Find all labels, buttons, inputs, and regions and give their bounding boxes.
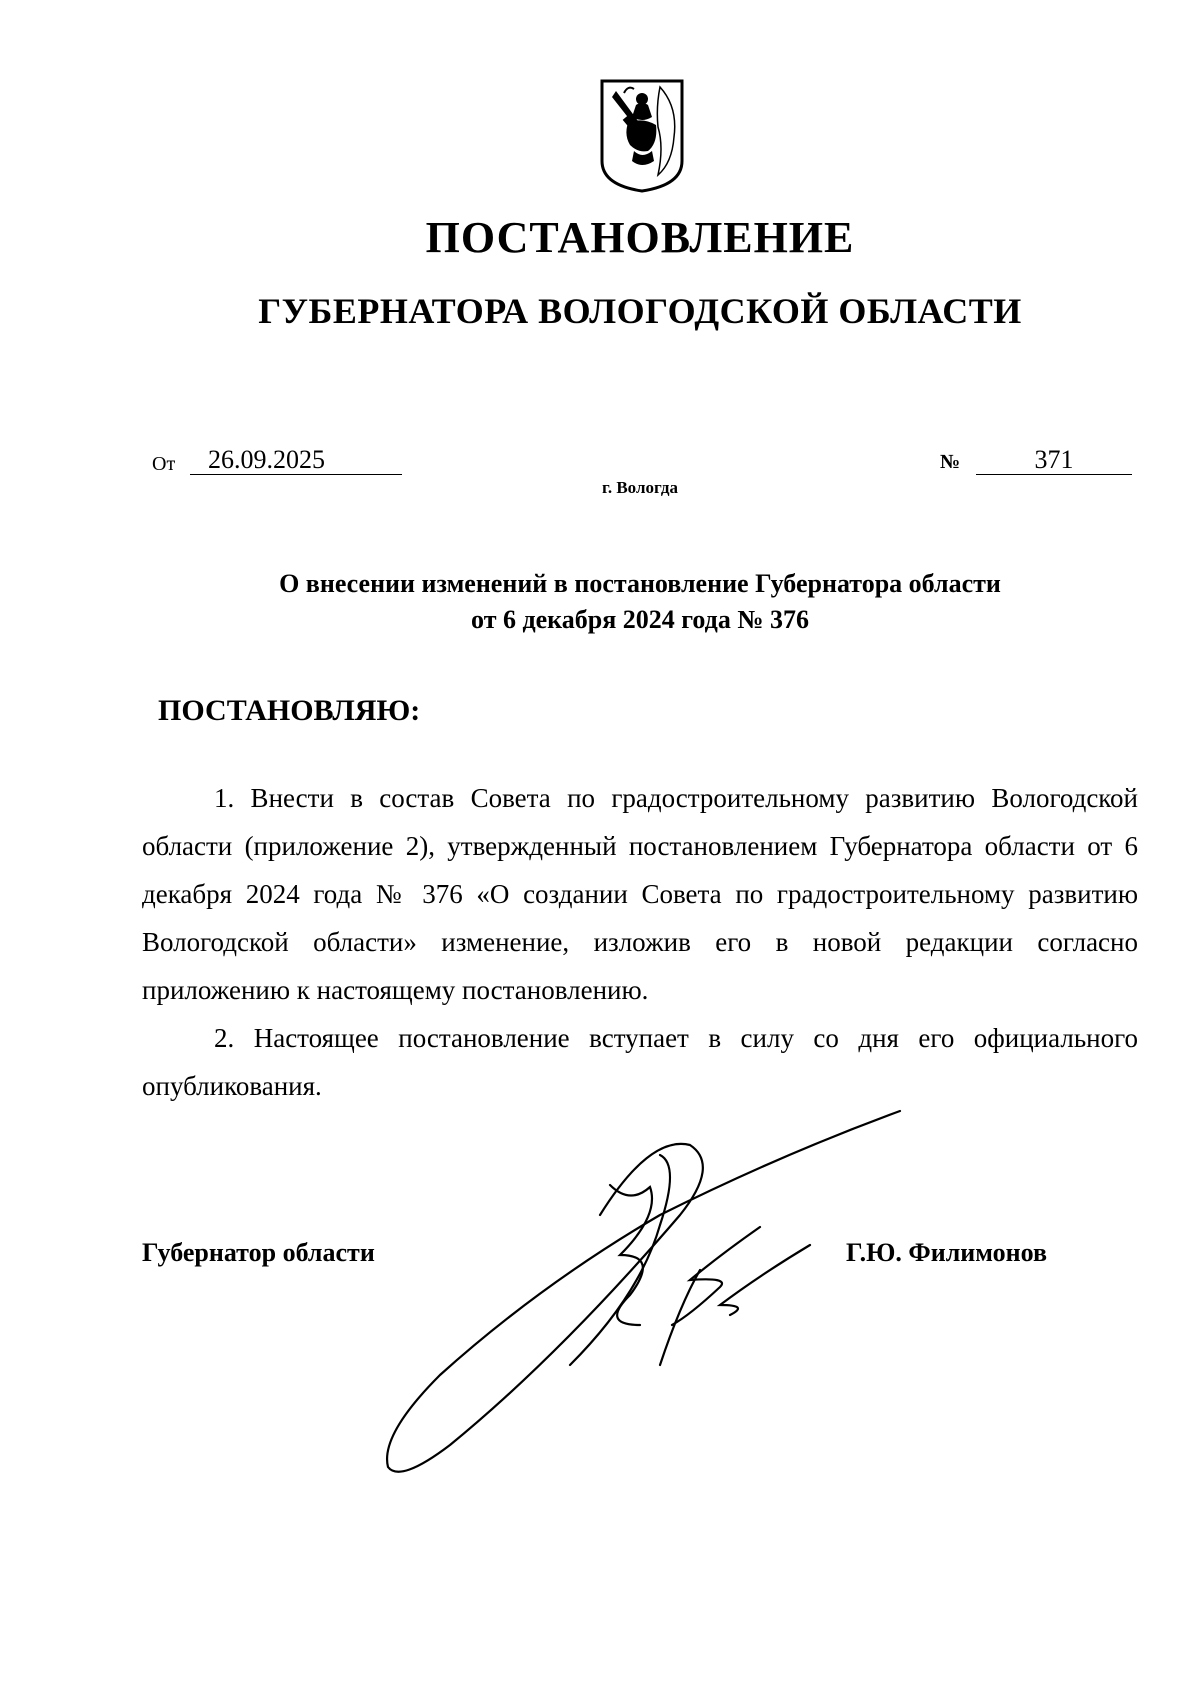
number-label: № [940,451,961,473]
paragraph-2: 2. Настоящее постановление вступает в силу со дня его официального опубликования. [142,1023,1138,1101]
city-label: г. Вологда [602,478,678,497]
signatory-position: Губернатор области [142,1238,375,1267]
document-date: 26.09.2025 [190,446,402,475]
coat-of-arms-icon [598,77,686,195]
document-title: ПОСТАНОВЛЕНИЕ [425,213,855,262]
decree-word: ПОСТАНОВЛЯЮ: [158,694,421,727]
date-label: От [152,453,176,475]
document-subject [200,566,1080,638]
subject-line-2: от 6 декабря 2024 года № 376 [471,605,809,634]
document-body [142,774,1138,1110]
document-subtitle: ГУБЕРНАТОРА ВОЛОГОДСКОЙ ОБЛАСТИ [258,291,1022,331]
signature-icon [360,1105,920,1485]
paragraph-1: 1. Внести в состав Совета по градостроительному развитию Вологодской области (приложение 2), утвержденный постановлением Губернатора области от 6 декабря 2024 года № 376 «О создании Совета по градостроительному развитию Вологодской области» изменение, изложив его в новой редакции согласно приложению к настоящему постановлению. [142,783,1138,1005]
document-number: 371 [976,446,1132,475]
signatory-name: Г.Ю. Филимонов [846,1238,1048,1267]
subject-line-1: О внесении изменений в постановление Губернатора области [279,569,1001,598]
